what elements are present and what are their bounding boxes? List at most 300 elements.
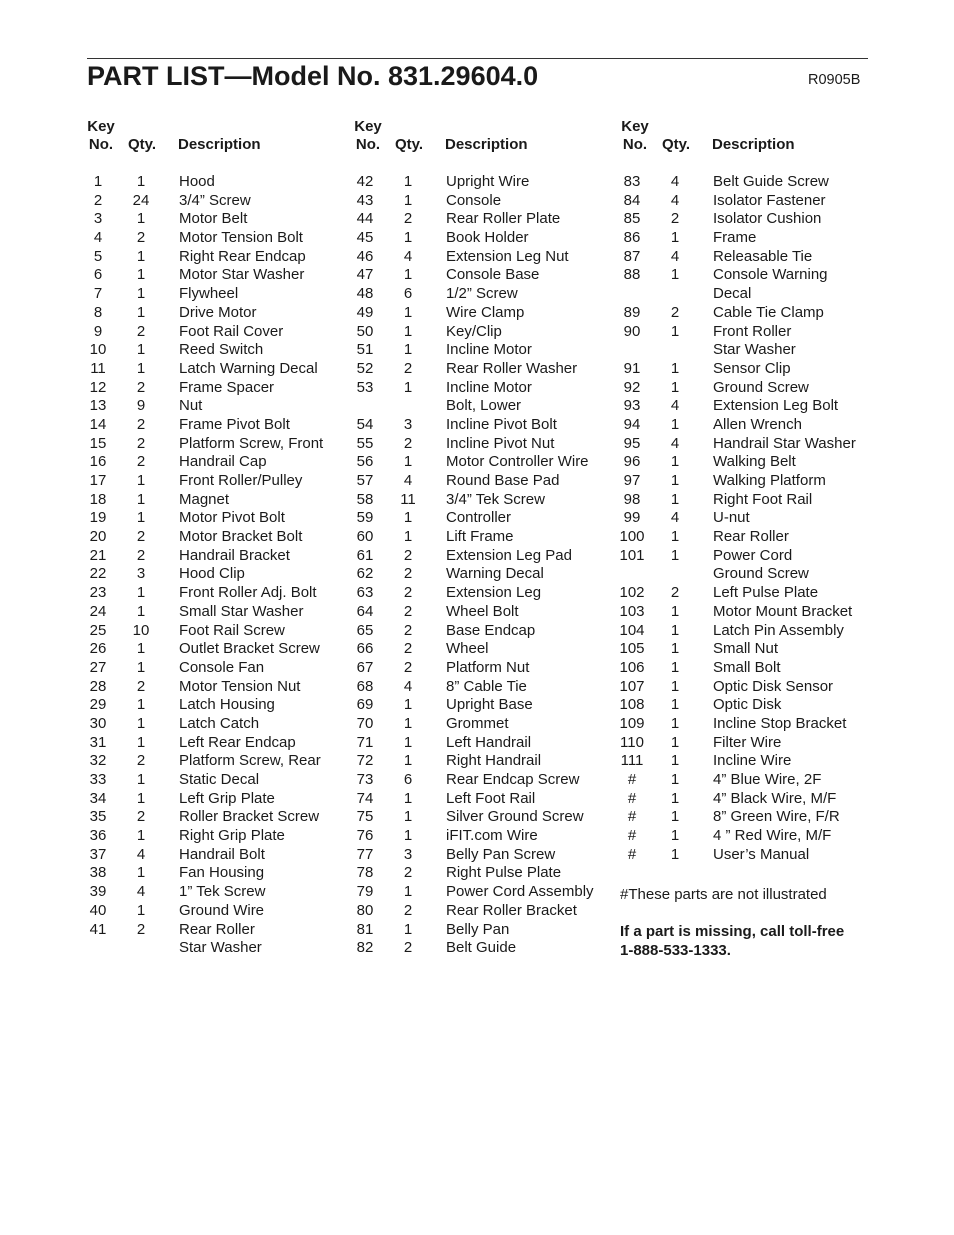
- part-quantity: 1: [670, 359, 680, 377]
- part-quantity: 2: [403, 584, 413, 602]
- part-quantity: 1: [136, 359, 146, 377]
- part-quantity: 4: [403, 472, 413, 489]
- part-description: Left Grip Plate: [179, 789, 275, 807]
- part-description: Handrail Bracket: [179, 546, 290, 564]
- part-key-number: 64: [356, 602, 374, 620]
- part-row: [80, 752, 340, 771]
- part-row: [347, 435, 607, 454]
- part-key-number: 80: [356, 901, 374, 919]
- part-description: Star Washer: [713, 341, 796, 359]
- part-quantity: 3: [403, 845, 413, 863]
- part-quantity: 1: [136, 210, 146, 228]
- part-row: [347, 528, 607, 547]
- part-row: [614, 416, 874, 435]
- part-key-number: #: [627, 789, 637, 807]
- part-description: 8” Cable Tie: [446, 677, 527, 695]
- part-quantity: 1: [403, 789, 413, 807]
- part-description: Motor Star Washer: [179, 266, 305, 284]
- part-quantity: 1: [670, 696, 680, 714]
- part-quantity: 1: [403, 883, 413, 901]
- part-quantity: 1: [403, 303, 413, 321]
- part-description: Key/Clip: [446, 322, 502, 340]
- part-row: [347, 192, 607, 211]
- part-key-number: 97: [623, 472, 641, 489]
- part-description: Upright Wire: [446, 173, 530, 190]
- part-description: Console Warning: [713, 266, 828, 284]
- part-key-number: 92: [623, 378, 641, 396]
- part-description: Outlet Bracket Screw: [179, 640, 320, 658]
- part-description: Lift Frame: [446, 528, 514, 546]
- part-row: [347, 397, 607, 416]
- part-quantity: 1: [670, 546, 680, 564]
- part-quantity: 4: [403, 677, 413, 695]
- part-quantity: 1: [403, 266, 413, 284]
- part-description: Roller Bracket Screw: [179, 808, 320, 826]
- key-header-top: Key: [87, 118, 115, 135]
- part-row: [80, 790, 340, 809]
- part-quantity: 2: [670, 210, 680, 228]
- part-description: Belt Guide Screw: [713, 173, 829, 190]
- part-quantity: 2: [136, 322, 146, 340]
- part-key-number: 63: [356, 584, 374, 602]
- part-key-number: 16: [89, 453, 107, 471]
- part-quantity: 1: [670, 490, 680, 508]
- part-quantity: 1: [670, 771, 680, 788]
- part-row: [347, 360, 607, 379]
- part-key-number: 44: [356, 210, 374, 228]
- part-description: Platform Nut: [446, 658, 530, 676]
- part-row: [614, 808, 874, 827]
- part-description: Round Base Pad: [446, 472, 560, 489]
- part-key-number: 11: [90, 359, 106, 377]
- part-quantity: 1: [136, 247, 146, 265]
- part-quantity: 1: [403, 752, 413, 770]
- part-description: Power Cord: [713, 546, 793, 564]
- part-row: [347, 584, 607, 603]
- part-description: Small Star Washer: [179, 602, 304, 620]
- part-row: [80, 509, 340, 528]
- part-description: Wheel Bolt: [446, 602, 519, 620]
- part-key-number: 81: [356, 920, 374, 938]
- part-quantity: 2: [403, 602, 413, 620]
- part-key-number: 110: [620, 733, 644, 751]
- part-description: Console Fan: [179, 658, 265, 676]
- page-title: PART LIST—Model No. 831.29604.0: [87, 61, 539, 91]
- missing-part-notice: [620, 922, 844, 960]
- part-row: [80, 734, 340, 753]
- part-row: [614, 678, 874, 697]
- part-quantity: 1: [670, 472, 680, 489]
- part-quantity: 1: [136, 490, 146, 508]
- part-quantity: 4: [403, 247, 413, 265]
- part-row: [80, 472, 340, 491]
- part-quantity: 2: [136, 546, 146, 564]
- part-row: [80, 622, 340, 641]
- part-row: [614, 285, 874, 304]
- part-description: Star Washer: [179, 939, 262, 957]
- part-row: [347, 659, 607, 678]
- part-row: [614, 827, 874, 846]
- qty-header: Qty.: [128, 136, 157, 153]
- part-row: [80, 883, 340, 902]
- part-description: 1/2” Screw: [446, 285, 518, 303]
- part-quantity: 2: [136, 752, 146, 770]
- part-quantity: 3: [136, 565, 146, 583]
- part-row: [347, 921, 607, 940]
- part-row: [614, 528, 874, 547]
- part-key-number: 15: [89, 434, 107, 452]
- part-key-number: 23: [89, 584, 107, 602]
- part-quantity: 4: [670, 397, 680, 415]
- part-description: Extension Leg Nut: [446, 247, 569, 265]
- part-key-number: 109: [619, 714, 645, 732]
- part-row: [347, 266, 607, 285]
- part-row: [347, 210, 607, 229]
- part-quantity: 1: [403, 808, 413, 826]
- part-row: [80, 491, 340, 510]
- part-row: [347, 715, 607, 734]
- part-description: Warning Decal: [446, 565, 544, 583]
- part-description: Right Grip Plate: [179, 827, 285, 845]
- part-description: Isolator Cushion: [713, 210, 822, 228]
- part-quantity: 11: [400, 490, 416, 508]
- part-key-number: 28: [89, 677, 107, 695]
- part-row: [614, 790, 874, 809]
- part-row: [80, 846, 340, 865]
- part-key-number: 82: [356, 939, 374, 957]
- part-quantity: 1: [136, 827, 146, 845]
- key-header-top: Key: [621, 118, 649, 135]
- part-key-number: 105: [619, 640, 645, 658]
- part-row: [80, 565, 340, 584]
- part-quantity: 2: [136, 378, 146, 396]
- part-description: Decal: [713, 285, 752, 303]
- part-row: [614, 509, 874, 528]
- part-key-number: 70: [356, 714, 374, 732]
- part-row: [347, 883, 607, 902]
- part-description: Motor Controller Wire: [446, 453, 589, 471]
- part-quantity: 2: [403, 939, 413, 957]
- part-key-number: 76: [356, 827, 374, 845]
- part-description: Drive Motor: [179, 303, 257, 321]
- part-description: Sensor Clip: [713, 359, 791, 377]
- part-key-number: 31: [89, 733, 107, 751]
- part-key-number: 107: [619, 677, 645, 695]
- part-quantity: 1: [670, 733, 680, 751]
- key-header-top: Key: [354, 118, 382, 135]
- part-description: Optic Disk Sensor: [713, 677, 834, 695]
- part-row: [80, 864, 340, 883]
- part-quantity: 1: [136, 303, 146, 321]
- part-quantity: 1: [670, 229, 680, 247]
- part-description: Extension Leg Pad: [446, 546, 572, 564]
- part-quantity: 1: [136, 789, 146, 807]
- part-description: Base Endcap: [446, 621, 536, 639]
- part-quantity: 1: [136, 771, 146, 788]
- part-key-number: 53: [356, 378, 374, 396]
- part-quantity: 2: [136, 434, 146, 452]
- part-key-number: 8: [93, 303, 103, 321]
- part-description: Right Foot Rail: [713, 490, 813, 508]
- part-row: [80, 528, 340, 547]
- part-quantity: 6: [403, 285, 413, 303]
- part-quantity: 2: [670, 303, 680, 321]
- part-row: [80, 341, 340, 360]
- part-row: [80, 285, 340, 304]
- part-quantity: 1: [136, 696, 146, 714]
- part-description: Rear Endcap Screw: [446, 771, 580, 788]
- part-description: Front Roller: [713, 322, 792, 340]
- part-key-number: 103: [619, 602, 645, 620]
- part-description: Frame: [713, 229, 757, 247]
- part-quantity: 1: [670, 808, 680, 826]
- part-row: [80, 696, 340, 715]
- part-row: [614, 266, 874, 285]
- part-quantity: 1: [670, 845, 680, 863]
- part-key-number: 4: [93, 229, 103, 247]
- part-key-number: 45: [356, 229, 374, 247]
- part-description: Right Handrail: [446, 752, 542, 770]
- part-key-number: 20: [89, 528, 107, 546]
- description-header: Description: [178, 136, 261, 153]
- part-description: Extension Leg: [446, 584, 542, 602]
- part-key-number: 2: [93, 191, 103, 209]
- part-description: Bolt, Lower: [446, 397, 522, 415]
- part-key-number: 98: [623, 490, 641, 508]
- part-key-number: 90: [623, 322, 641, 340]
- parts-rows: [80, 173, 340, 958]
- part-description: Console Base: [446, 266, 540, 284]
- part-quantity: 1: [670, 714, 680, 732]
- part-description: Hood: [179, 173, 215, 190]
- part-quantity: 6: [403, 771, 413, 788]
- part-description: Belly Pan Screw: [446, 845, 556, 863]
- part-key-number: 37: [89, 845, 107, 863]
- part-quantity: 1: [670, 789, 680, 807]
- part-quantity: 2: [136, 229, 146, 247]
- part-quantity: 1: [403, 920, 413, 938]
- part-description: 4” Black Wire, M/F: [713, 789, 837, 807]
- not-illustrated-note: #These parts are not illustrated: [620, 886, 827, 903]
- part-row: [614, 752, 874, 771]
- part-description: Console: [446, 191, 502, 209]
- part-row: [614, 771, 874, 790]
- part-quantity: 1: [403, 714, 413, 732]
- part-row: [80, 902, 340, 921]
- part-quantity: 1: [136, 266, 146, 284]
- document-code: R0905B: [808, 72, 861, 88]
- part-description: 4 ” Red Wire, M/F: [713, 827, 832, 845]
- part-quantity: 1: [670, 322, 680, 340]
- part-row: [614, 360, 874, 379]
- part-row: [614, 397, 874, 416]
- part-quantity: 1: [136, 640, 146, 658]
- part-quantity: 4: [670, 434, 680, 452]
- part-description: Filter Wire: [713, 733, 782, 751]
- part-quantity: 1: [136, 901, 146, 919]
- qty-header: Qty.: [662, 136, 691, 153]
- part-key-number: 93: [623, 397, 641, 415]
- part-key-number: 38: [89, 864, 107, 882]
- part-key-number: 79: [356, 883, 374, 901]
- part-quantity: 1: [136, 733, 146, 751]
- part-key-number: 67: [356, 658, 374, 676]
- part-description: Belt Guide: [446, 939, 517, 957]
- part-row: [347, 864, 607, 883]
- part-row: [80, 304, 340, 323]
- part-quantity: 2: [136, 677, 146, 695]
- part-description: Small Bolt: [713, 658, 781, 676]
- part-description: 4” Blue Wire, 2F: [713, 771, 822, 788]
- part-key-number: 17: [89, 472, 107, 489]
- part-row: [347, 622, 607, 641]
- part-description: Left Handrail: [446, 733, 532, 751]
- part-key-number: 106: [619, 658, 645, 676]
- part-description: Motor Belt: [179, 210, 248, 228]
- part-description: Silver Ground Screw: [446, 808, 584, 826]
- part-key-number: 27: [89, 658, 107, 676]
- part-row: [80, 173, 340, 192]
- part-row: [80, 827, 340, 846]
- part-quantity: 4: [136, 845, 146, 863]
- part-quantity: 1: [403, 191, 413, 209]
- part-description: Incline Motor: [446, 378, 532, 396]
- part-row: [80, 603, 340, 622]
- part-row: [614, 547, 874, 566]
- part-key-number: 88: [623, 266, 641, 284]
- part-key-number: 111: [620, 752, 644, 770]
- part-description: Releasable Tie: [713, 247, 813, 265]
- part-description: Incline Pivot Nut: [446, 434, 555, 452]
- part-row: [347, 472, 607, 491]
- part-description: Ground Screw: [713, 378, 809, 396]
- part-row: [614, 734, 874, 753]
- part-key-number: 78: [356, 864, 374, 882]
- part-row: [347, 696, 607, 715]
- part-row: [80, 939, 340, 958]
- part-key-number: #: [627, 845, 637, 863]
- part-description: Motor Mount Bracket: [713, 602, 853, 620]
- part-quantity: 1: [136, 584, 146, 602]
- part-quantity: 1: [136, 602, 146, 620]
- part-key-number: 25: [89, 621, 107, 639]
- part-description: Incline Motor: [446, 341, 532, 359]
- part-quantity: 1: [136, 509, 146, 527]
- part-row: [347, 416, 607, 435]
- part-row: [347, 640, 607, 659]
- part-row: [347, 547, 607, 566]
- part-quantity: 1: [136, 285, 146, 303]
- part-key-number: 40: [89, 901, 107, 919]
- part-row: [80, 248, 340, 267]
- qty-header: Qty.: [395, 136, 424, 153]
- part-key-number: 99: [623, 509, 641, 527]
- part-key-number: 33: [89, 771, 107, 788]
- part-quantity: 2: [403, 901, 413, 919]
- part-row: [80, 379, 340, 398]
- part-description: Static Decal: [179, 771, 260, 788]
- part-key-number: 22: [89, 565, 107, 583]
- part-row: [347, 341, 607, 360]
- part-key-number: 12: [89, 378, 107, 396]
- part-quantity: 2: [403, 864, 413, 882]
- part-description: Walking Platform: [713, 472, 826, 489]
- part-quantity: 2: [136, 808, 146, 826]
- part-row: [80, 229, 340, 248]
- part-description: Foot Rail Screw: [179, 621, 285, 639]
- part-key-number: #: [627, 827, 637, 845]
- part-row: [347, 565, 607, 584]
- part-quantity: 1: [670, 415, 680, 433]
- part-description: Flywheel: [179, 285, 239, 303]
- part-row: [614, 304, 874, 323]
- part-description: Wheel: [446, 640, 489, 658]
- part-key-number: 94: [623, 415, 641, 433]
- part-quantity: 1: [403, 229, 413, 247]
- part-row: [80, 771, 340, 790]
- part-row: [614, 640, 874, 659]
- part-description: Incline Wire: [713, 752, 792, 770]
- part-row: [614, 491, 874, 510]
- part-key-number: 86: [623, 229, 641, 247]
- part-quantity: 1: [670, 827, 680, 845]
- part-row: [614, 453, 874, 472]
- part-key-number: 3: [93, 210, 103, 228]
- part-key-number: 32: [89, 752, 107, 770]
- part-quantity: 1: [403, 696, 413, 714]
- part-row: [614, 696, 874, 715]
- part-key-number: 47: [356, 266, 374, 284]
- part-quantity: 9: [136, 397, 146, 415]
- part-row: [614, 379, 874, 398]
- part-key-number: 50: [356, 322, 374, 340]
- part-key-number: 54: [356, 415, 374, 433]
- part-key-number: 35: [89, 808, 107, 826]
- part-key-number: 18: [89, 490, 107, 508]
- missing-part-line-1: If a part is missing, call toll-free: [620, 923, 845, 940]
- part-row: [347, 808, 607, 827]
- part-description: User’s Manual: [713, 845, 810, 863]
- part-quantity: 4: [670, 173, 680, 190]
- part-quantity: 24: [132, 191, 150, 209]
- part-key-number: 87: [623, 247, 641, 265]
- part-quantity: 1: [403, 322, 413, 340]
- part-key-number: 57: [356, 472, 374, 489]
- part-row: [347, 173, 607, 192]
- part-row: [614, 622, 874, 641]
- part-quantity: 2: [136, 415, 146, 433]
- part-key-number: 56: [356, 453, 374, 471]
- part-key-number: 95: [623, 434, 641, 452]
- part-key-number: 65: [356, 621, 374, 639]
- description-header: Description: [445, 136, 528, 153]
- part-key-number: 60: [356, 528, 374, 546]
- part-key-number: 34: [89, 789, 107, 807]
- part-key-number: 62: [356, 565, 374, 583]
- part-key-number: 39: [89, 883, 107, 901]
- part-description: Front Roller Adj. Bolt: [179, 584, 317, 602]
- part-row: [347, 846, 607, 865]
- part-quantity: 1: [136, 658, 146, 676]
- part-key-number: 100: [619, 528, 645, 546]
- part-row: [80, 808, 340, 827]
- part-description: Handrail Bolt: [179, 845, 265, 863]
- part-description: Extension Leg Bolt: [713, 397, 839, 415]
- part-key-number: 26: [89, 640, 107, 658]
- part-quantity: 1: [670, 602, 680, 620]
- part-quantity: 2: [403, 546, 413, 564]
- part-row: [80, 640, 340, 659]
